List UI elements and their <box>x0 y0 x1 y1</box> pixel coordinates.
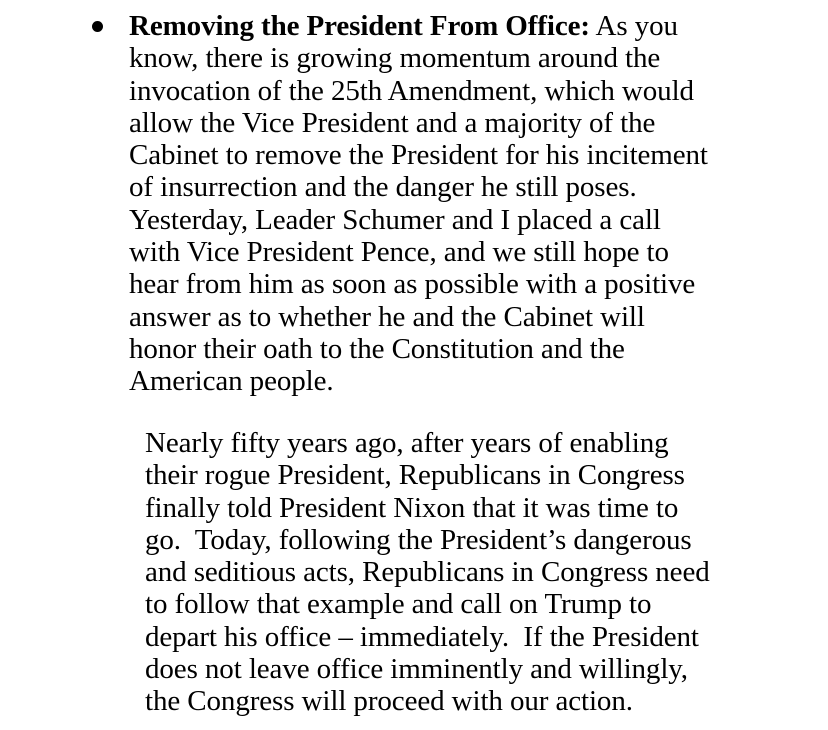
bullet-line: Yesterday, Leader Schumer and I placed a call <box>129 203 661 236</box>
paragraph-line: does not leave office imminently and willingly, <box>145 653 688 686</box>
bullet-line: honor their oath to the Constitution and the <box>129 332 625 365</box>
bullet-line: of insurrection and the danger he still poses. <box>129 171 637 204</box>
paragraph-line: and seditious acts, Republicans in Congress need <box>145 556 710 589</box>
paragraph-line: Nearly fifty years ago, after years of enabling <box>145 427 669 459</box>
bullet-dot <box>92 21 103 32</box>
indented-paragraph <box>145 427 825 718</box>
paragraph-line: the Congress will proceed with our action. <box>145 685 633 718</box>
bullet-line: Cabinet to remove the President for his incitement <box>129 139 708 172</box>
bullet-line: with Vice President Pence, and we still hope to <box>129 236 669 269</box>
paragraph-line: to follow that example and call on Trump to <box>145 588 652 621</box>
bullet-line: hear from him as soon as possible with a positive <box>129 268 696 301</box>
bullet-first-line-rest: As you <box>589 10 678 42</box>
paragraph-line: depart his office – immediately. If the President <box>145 620 699 653</box>
bullet-line: invocation of the 25th Amendment, which would <box>129 74 694 107</box>
bullet-line: know, there is growing momentum around the <box>129 42 661 75</box>
paragraph-line: go. Today, following the President’s dangerous <box>145 523 692 556</box>
paragraph-line: their rogue President, Republicans in Congress <box>145 459 685 492</box>
bullet-line: American people. <box>129 365 334 398</box>
bullet-text <box>129 10 819 398</box>
bullet-first-line <box>129 10 819 42</box>
bullet-heading: Removing the President From Office: <box>129 10 590 42</box>
bullet-line: allow the Vice President and a majority of the <box>129 106 656 139</box>
paragraph-line: finally told President Nixon that it was time to <box>145 491 679 524</box>
bullet-line: answer as to whether he and the Cabinet will <box>129 300 645 333</box>
